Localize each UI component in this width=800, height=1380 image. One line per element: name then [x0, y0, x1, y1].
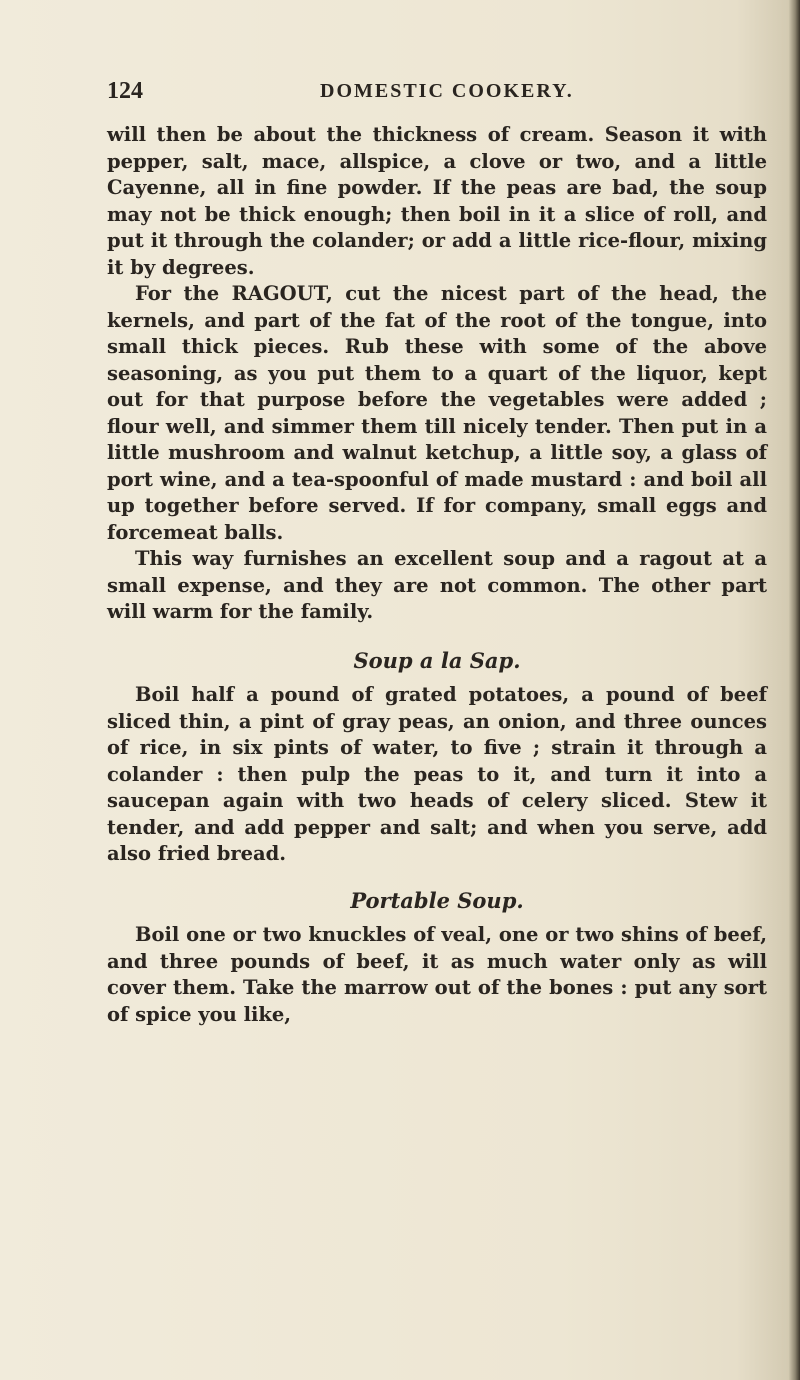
recipe-heading-soup-a-la-sap: Soup a la Sap. [353, 647, 521, 673]
page-number: 124 [107, 78, 143, 104]
paragraph-note: This way furnishes an excellent soup and a ragout at a small expense, and they are not common. The other part will warm for the family. [107, 547, 767, 623]
paragraph-soup-a-la-sap: Boil half a pound of grated potatoes, a pound of beef sliced thin, a pint of gray peas, an onion, and three ounces of rice, in six pints of water, to five ; strain it through a colander : then pulp the peas to it, and turn it into a saucepan again with two heads of celery sliced. Stew it tender, and add pepper and salt; and when you serve, add also fried bread. [107, 683, 767, 865]
paragraph-ragout: For the RAGOUT, cut the nicest part of the head, the kernels, and part of the fat of the root of the tongue, into small thick pieces. Rub these with some of the above seasoning, as you put them to a quart of the liquor, kept out for that purpose before the vegetables were added ; flour well, and simmer them till nicely tender. Then put in a little mushroom and walnut ketchup, a little soy, a glass of port wine, and a tea-spoonful of made mustard : and boil all up together before served. If for company, small eggs and forcemeat balls. [107, 282, 767, 544]
paragraph-continuation: will then be about the thickness of cream. Season it with pepper, salt, mace, allspice, a clove or two, and a little Cayenne, all in fine powder. If the peas are bad, the soup may not be thick enough; then boil in it a slice of roll, and put it through the colander; or add a little rice-flour, mixing it by degrees. [107, 123, 767, 279]
page-header [107, 78, 767, 118]
paragraph-portable-soup: Boil one or two knuckles of veal, one or two shins of beef, and three pounds of beef, it as much water only as will cover them. Take the marrow out of the bones : put any sort of spice you like, [107, 923, 767, 1026]
recipe-heading-portable-soup: Portable Soup. [350, 887, 524, 913]
running-title: DOMESTIC COOKERY. [320, 80, 574, 102]
page-body [107, 122, 767, 1028]
page-edge-shadow [788, 0, 800, 1380]
